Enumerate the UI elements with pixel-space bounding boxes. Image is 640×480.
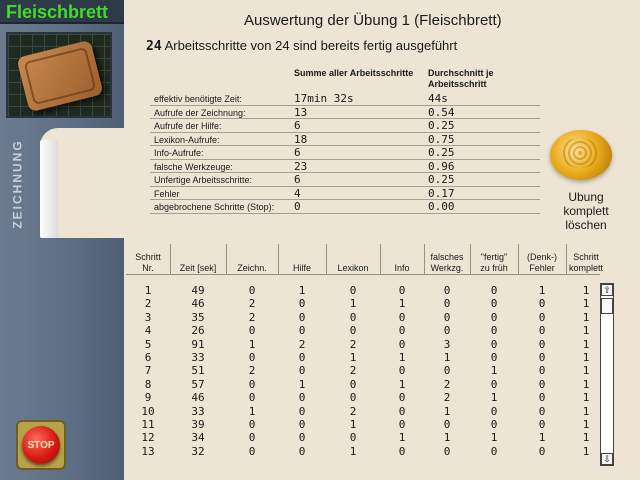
- table-cell: 2: [443, 391, 451, 405]
- delete-label-line1: Ubung: [568, 190, 604, 204]
- table-cell: 0: [298, 404, 306, 418]
- table-row: [126, 338, 600, 351]
- table-cell: 34: [191, 431, 205, 445]
- cutting-board-icon: [16, 40, 103, 113]
- table-cell: 13: [141, 444, 155, 458]
- table-cell: 0: [490, 444, 498, 458]
- detail-header-line: Schritt: [135, 252, 161, 262]
- detail-column-divider: [518, 244, 519, 274]
- table-cell: 7: [144, 364, 152, 378]
- table-row: [126, 351, 600, 364]
- table-cell: 2: [248, 297, 256, 311]
- summary-avg-value: 0.25: [428, 173, 455, 186]
- summary-sum-value: 6: [294, 119, 301, 132]
- table-cell: 1: [349, 444, 357, 458]
- summary-row: [150, 160, 540, 174]
- table-cell: 1: [443, 404, 451, 418]
- table-cell: 2: [349, 337, 357, 351]
- table-cell: 6: [144, 350, 152, 364]
- detail-header-text: [337, 263, 368, 274]
- table-cell: 26: [191, 324, 205, 338]
- summary-row: [150, 173, 540, 187]
- table-cell: 1: [298, 284, 306, 297]
- table-cell: 0: [248, 350, 256, 364]
- table-cell: 4: [144, 324, 152, 338]
- table-cell: 2: [248, 310, 256, 324]
- table-cell: 1: [538, 284, 546, 297]
- detail-header-line: Zeichn.: [237, 263, 267, 273]
- table-row: [126, 391, 600, 404]
- summary-avg-value: 0.25: [428, 146, 455, 159]
- table-cell: 0: [538, 444, 546, 458]
- table-cell: 0: [298, 324, 306, 338]
- table-cell: 0: [248, 324, 256, 338]
- detail-header-line: "fertig": [480, 252, 508, 262]
- detail-header-text: [293, 263, 311, 274]
- table-cell: 0: [298, 350, 306, 364]
- table-cell: 0: [398, 364, 406, 378]
- detail-header-cell: [170, 244, 226, 274]
- table-cell: 0: [398, 417, 406, 431]
- page-title: Auswertung der Übung 1 (Fleischbrett): [244, 12, 502, 29]
- summary-sum-value: 4: [294, 186, 301, 200]
- table-cell: 3: [144, 310, 152, 324]
- table-cell: 0: [443, 417, 451, 431]
- detail-header-text: [527, 252, 557, 274]
- detail-header-line: Zeit [sek]: [179, 263, 217, 273]
- detail-header-text: [430, 252, 463, 274]
- table-cell: 0: [298, 444, 306, 458]
- summary-avg-value: 0.54: [428, 105, 455, 119]
- table-row: [126, 284, 600, 297]
- detail-header-cell: [470, 244, 518, 274]
- table-cell: 1: [582, 337, 590, 351]
- table-cell: 0: [349, 284, 357, 297]
- table-cell: 11: [141, 417, 155, 431]
- summary-col-sum: Summe aller Arbeitsschritte: [294, 68, 414, 78]
- detail-header-cell: [226, 244, 278, 274]
- table-cell: 0: [490, 350, 498, 364]
- detail-header-line: falsches: [430, 252, 464, 262]
- table-cell: 2: [298, 337, 306, 351]
- table-cell: 0: [349, 391, 357, 405]
- table-cell: 0: [298, 310, 306, 324]
- table-cell: 46: [191, 297, 205, 311]
- table-cell: 35: [191, 310, 205, 324]
- table-cell: 0: [248, 431, 256, 445]
- table-cell: 39: [191, 417, 205, 431]
- summary-label: Aufrufe der Hilfe:: [154, 121, 222, 131]
- table-cell: 1: [582, 284, 590, 297]
- table-cell: 0: [490, 324, 498, 338]
- summary-label: Lexikon-Aufrufe:: [154, 134, 220, 145]
- table-cell: 0: [443, 444, 451, 458]
- delete-label-line3: löschen: [565, 218, 607, 232]
- table-cell: 0: [490, 417, 498, 431]
- summary-row: [150, 187, 540, 201]
- table-cell: 0: [443, 310, 451, 324]
- detail-header-text: [237, 263, 267, 274]
- table-cell: 1: [582, 324, 590, 338]
- detail-header-text: [569, 252, 603, 274]
- summary-table: [150, 92, 540, 214]
- table-cell: 10: [141, 404, 155, 418]
- detail-header-line: Info: [394, 263, 410, 273]
- table-cell: 0: [248, 444, 256, 458]
- table-cell: 0: [538, 417, 546, 431]
- summary-label: Fehler: [154, 188, 180, 199]
- detail-table-body: [126, 284, 600, 458]
- table-cell: 1: [248, 337, 256, 351]
- table-cell: 1: [398, 431, 406, 445]
- detail-header-cell: [326, 244, 380, 274]
- summary-sum-value: 0: [294, 200, 301, 213]
- table-cell: 0: [298, 364, 306, 378]
- delete-label-line2: komplett: [563, 204, 609, 218]
- table-cell: 1: [398, 297, 406, 311]
- detail-header-line: Nr.: [142, 263, 154, 273]
- detail-column-divider: [566, 244, 567, 274]
- table-cell: 2: [443, 377, 451, 391]
- table-cell: 1: [538, 431, 546, 445]
- detail-column-divider: [278, 244, 279, 274]
- detail-header-divider: [126, 274, 600, 275]
- table-cell: 32: [191, 444, 205, 458]
- table-cell: 0: [443, 297, 451, 311]
- table-row: [126, 364, 600, 377]
- summary-label: Info-Aufrufe:: [154, 148, 204, 158]
- detail-header-text: [480, 252, 508, 274]
- summary-row: [150, 200, 540, 214]
- summary-label: falsche Werkzeuge:: [154, 161, 233, 172]
- progress-count: 24: [146, 39, 162, 54]
- table-cell: 0: [349, 377, 357, 391]
- table-cell: 0: [490, 297, 498, 311]
- table-cell: 57: [191, 377, 205, 391]
- summary-avg-value: 0.75: [428, 132, 455, 146]
- summary-row: [150, 133, 540, 147]
- table-cell: 0: [398, 444, 406, 458]
- table-cell: 9: [144, 391, 152, 405]
- drawing-strip[interactable]: [40, 140, 58, 238]
- detail-header-cell: [278, 244, 326, 274]
- detail-scrollbar[interactable]: [600, 283, 614, 466]
- scroll-up-icon[interactable]: ⇧: [601, 284, 613, 296]
- stop-label: STOP: [27, 439, 55, 451]
- table-cell: 0: [398, 284, 406, 297]
- chapter-tab-label: ZEICHNUNG: [11, 139, 25, 229]
- table-cell: 1: [443, 350, 451, 364]
- detail-header-cell: [126, 244, 170, 274]
- detail-table-header: [126, 244, 603, 276]
- summary-avg-value: 0.00: [428, 200, 455, 213]
- summary-avg-value: 44s: [428, 92, 448, 105]
- table-cell: 1: [248, 404, 256, 418]
- table-cell: 91: [191, 337, 205, 351]
- table-cell: 46: [191, 391, 205, 405]
- table-cell: 0: [298, 391, 306, 405]
- summary-sum-value: 23: [294, 159, 308, 173]
- detail-column-divider: [380, 244, 381, 274]
- table-cell: 8: [144, 377, 152, 391]
- table-cell: 0: [538, 324, 546, 338]
- detail-header-line: (Denk-): [526, 252, 557, 262]
- detail-header-line: komplett: [568, 263, 603, 273]
- summary-label: abgebrochene Schritte (Stop):: [154, 202, 275, 212]
- table-cell: 1: [490, 431, 498, 445]
- detail-column-divider: [170, 244, 171, 274]
- table-cell: 0: [248, 417, 256, 431]
- table-cell: 49: [191, 284, 205, 297]
- detail-header-text: [180, 263, 217, 274]
- sponge-icon[interactable]: [550, 130, 612, 180]
- table-cell: 33: [191, 404, 205, 418]
- detail-header-cell: [518, 244, 566, 274]
- table-cell: 1: [582, 364, 590, 378]
- detail-header-line: Schritt: [573, 252, 599, 262]
- table-cell: 51: [191, 364, 205, 378]
- table-cell: 0: [538, 404, 546, 418]
- exercise-thumbnail: [6, 32, 112, 118]
- table-cell: 1: [144, 284, 152, 297]
- table-cell: 1: [582, 297, 590, 311]
- table-cell: 1: [398, 350, 406, 364]
- table-cell: 2: [349, 404, 357, 418]
- summary-label: Unfertige Arbeitsschritte:: [154, 175, 253, 185]
- summary-col-avg: Durchschnitt je Arbeitsschritt: [428, 68, 494, 89]
- table-row: [126, 378, 600, 391]
- table-row: [126, 311, 600, 324]
- table-cell: 33: [191, 350, 205, 364]
- table-cell: 0: [443, 324, 451, 338]
- detail-column-divider: [326, 244, 327, 274]
- scroll-down-icon[interactable]: ⇩: [601, 453, 613, 465]
- table-row: [126, 431, 600, 444]
- detail-column-divider: [226, 244, 227, 274]
- table-cell: 2: [349, 364, 357, 378]
- detail-header-cell: [566, 244, 606, 274]
- detail-column-divider: [470, 244, 471, 274]
- table-cell: 0: [248, 377, 256, 391]
- table-cell: 0: [538, 337, 546, 351]
- table-cell: 0: [538, 391, 546, 405]
- detail-column-divider: [424, 244, 425, 274]
- table-cell: 1: [582, 444, 590, 458]
- table-cell: 1: [582, 350, 590, 364]
- detail-header-line: Fehler: [529, 263, 555, 273]
- table-cell: 3: [443, 337, 451, 351]
- table-row: [126, 418, 600, 431]
- detail-header-cell: [380, 244, 424, 274]
- table-cell: 0: [398, 404, 406, 418]
- table-cell: 0: [443, 284, 451, 297]
- table-cell: 0: [298, 417, 306, 431]
- table-cell: 2: [144, 297, 152, 311]
- table-cell: 0: [248, 284, 256, 297]
- table-cell: 1: [490, 364, 498, 378]
- table-cell: 0: [490, 377, 498, 391]
- delete-exercise-button[interactable]: [540, 190, 632, 232]
- table-cell: 1: [582, 404, 590, 418]
- table-cell: 1: [398, 377, 406, 391]
- table-cell: 1: [490, 391, 498, 405]
- summary-row: [150, 146, 540, 160]
- table-cell: 1: [582, 310, 590, 324]
- stop-icon: [22, 426, 60, 464]
- scroll-thumb[interactable]: [601, 298, 613, 314]
- table-row: [126, 445, 600, 458]
- progress-line: [146, 38, 457, 54]
- summary-label: Aufrufe der Zeichnung:: [154, 107, 246, 118]
- table-cell: 1: [582, 431, 590, 445]
- table-cell: 1: [582, 391, 590, 405]
- module-title: Fleischbrett: [0, 0, 124, 24]
- table-cell: 2: [248, 364, 256, 378]
- table-cell: 0: [398, 310, 406, 324]
- detail-header-line: Hilfe: [292, 263, 311, 273]
- table-cell: 1: [298, 377, 306, 391]
- summary-sum-value: 17min 32s: [294, 92, 354, 105]
- table-cell: 5: [144, 337, 152, 351]
- detail-header-cell: [424, 244, 470, 274]
- table-cell: 0: [490, 404, 498, 418]
- table-cell: 1: [349, 350, 357, 364]
- table-cell: 0: [248, 391, 256, 405]
- table-cell: 12: [141, 431, 155, 445]
- table-cell: 1: [582, 377, 590, 391]
- table-cell: 1: [349, 417, 357, 431]
- table-cell: 0: [349, 431, 357, 445]
- table-cell: 0: [349, 324, 357, 338]
- table-cell: 0: [538, 297, 546, 311]
- detail-header-text: [394, 263, 409, 274]
- summary-row: [150, 92, 540, 106]
- table-cell: 0: [490, 284, 498, 297]
- table-row: [126, 297, 600, 310]
- summary-row: [150, 106, 540, 120]
- table-cell: 0: [298, 297, 306, 311]
- progress-text: Arbeitsschritte von 24 sind bereits fertig ausgeführt: [164, 38, 458, 53]
- summary-sum-value: 18: [294, 132, 308, 146]
- summary-avg-value: 0.25: [428, 119, 455, 132]
- table-cell: 0: [349, 310, 357, 324]
- table-cell: 0: [538, 310, 546, 324]
- summary-sum-value: 13: [294, 105, 308, 119]
- detail-header-text: [135, 252, 161, 274]
- table-cell: 0: [398, 337, 406, 351]
- table-cell: 1: [443, 431, 451, 445]
- summary-sum-value: 6: [294, 173, 301, 186]
- table-cell: 0: [538, 377, 546, 391]
- table-cell: 0: [398, 324, 406, 338]
- detail-header-line: Werkzg.: [430, 263, 464, 273]
- summary-sum-value: 6: [294, 146, 301, 159]
- board-groove: [24, 47, 97, 105]
- table-cell: 0: [398, 391, 406, 405]
- table-cell: 0: [443, 364, 451, 378]
- table-cell: 1: [582, 417, 590, 431]
- table-cell: 0: [538, 364, 546, 378]
- table-cell: 0: [490, 337, 498, 351]
- summary-row: [150, 119, 540, 133]
- table-cell: 0: [538, 350, 546, 364]
- table-row: [126, 405, 600, 418]
- stop-button[interactable]: [16, 420, 66, 470]
- detail-header-line: zu früh: [480, 263, 508, 273]
- summary-label: effektiv benötigte Zeit:: [154, 94, 242, 104]
- summary-avg-value: 0.17: [428, 186, 455, 200]
- summary-avg-value: 0.96: [428, 159, 455, 173]
- table-cell: 1: [349, 297, 357, 311]
- detail-header-line: Lexikon: [337, 263, 369, 273]
- table-cell: 0: [298, 431, 306, 445]
- table-cell: 0: [490, 310, 498, 324]
- table-row: [126, 324, 600, 337]
- chapter-tab-zeichnung[interactable]: [2, 132, 34, 236]
